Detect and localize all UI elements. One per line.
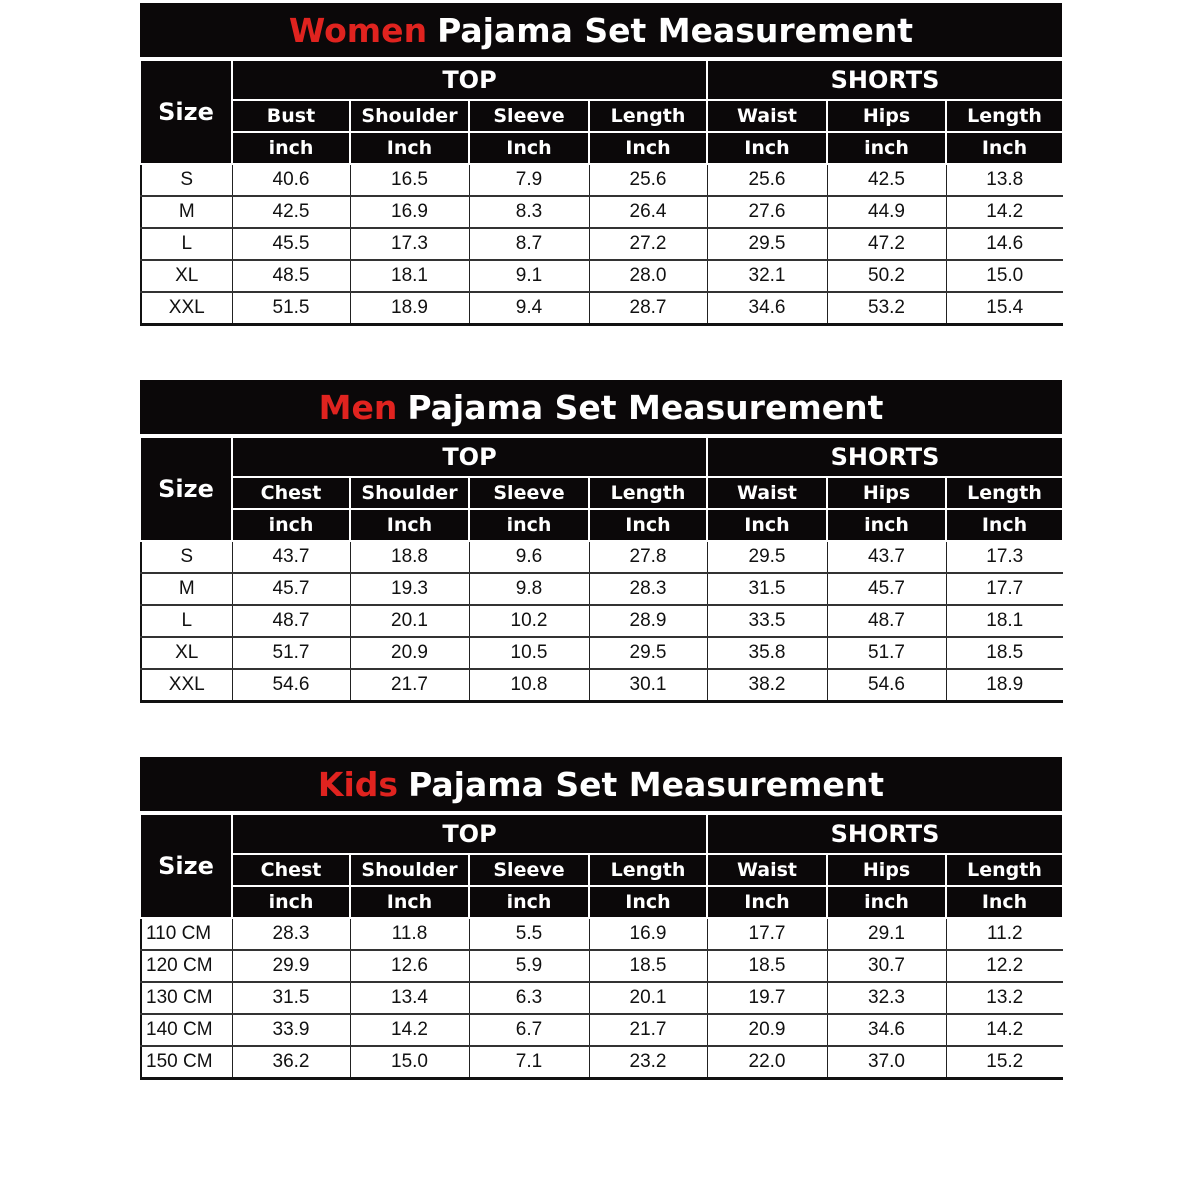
unit-label: Inch <box>707 509 827 541</box>
measurement-cell: 44.9 <box>827 196 946 228</box>
table-row <box>141 637 1063 669</box>
column-header: Length <box>946 100 1063 132</box>
size-cell: 110 CM <box>141 918 232 950</box>
table-row <box>141 605 1063 637</box>
measurement-cell: 28.3 <box>589 573 707 605</box>
column-header: Waist <box>707 854 827 886</box>
unit-row <box>141 886 1063 918</box>
measurement-cell: 25.6 <box>707 164 827 196</box>
unit-label: Inch <box>707 132 827 164</box>
unit-label: inch <box>232 886 350 918</box>
measurement-cell: 35.8 <box>707 637 827 669</box>
measurement-cell: 50.2 <box>827 260 946 292</box>
measurement-cell: 14.6 <box>946 228 1063 260</box>
measurement-cell: 18.5 <box>946 637 1063 669</box>
measurement-cell: 9.6 <box>469 541 589 573</box>
table-row <box>141 541 1063 573</box>
measurement-cell: 9.1 <box>469 260 589 292</box>
measurement-cell: 15.4 <box>946 292 1063 325</box>
measurement-cell: 18.8 <box>350 541 469 573</box>
measurement-cell: 29.5 <box>707 228 827 260</box>
size-cell: L <box>141 605 232 637</box>
table-row <box>141 196 1063 228</box>
men-size-chart <box>140 380 1062 703</box>
unit-row <box>141 509 1063 541</box>
measurement-cell: 16.9 <box>589 918 707 950</box>
size-cell: S <box>141 164 232 196</box>
column-header-row <box>141 854 1063 886</box>
table-row <box>141 1014 1063 1046</box>
unit-label: Inch <box>589 132 707 164</box>
measurement-cell: 18.9 <box>946 669 1063 702</box>
measurement-cell: 31.5 <box>232 982 350 1014</box>
measurement-cell: 28.3 <box>232 918 350 950</box>
measurement-cell: 29.1 <box>827 918 946 950</box>
measurement-cell: 17.7 <box>946 573 1063 605</box>
unit-label: inch <box>232 509 350 541</box>
measurement-cell: 12.6 <box>350 950 469 982</box>
measurement-cell: 53.2 <box>827 292 946 325</box>
measurement-cell: 10.5 <box>469 637 589 669</box>
measurement-cell: 9.8 <box>469 573 589 605</box>
measurement-cell: 29.5 <box>707 541 827 573</box>
measurement-table <box>140 813 1064 1080</box>
measurement-cell: 27.2 <box>589 228 707 260</box>
measurement-cell: 45.5 <box>232 228 350 260</box>
measurement-cell: 36.2 <box>232 1046 350 1079</box>
size-cell: 150 CM <box>141 1046 232 1079</box>
unit-label: Inch <box>707 886 827 918</box>
measurement-cell: 14.2 <box>350 1014 469 1046</box>
table-row <box>141 669 1063 702</box>
measurement-cell: 11.2 <box>946 918 1063 950</box>
table-row <box>141 260 1063 292</box>
measurement-cell: 27.6 <box>707 196 827 228</box>
measurement-cell: 29.5 <box>589 637 707 669</box>
column-header: Waist <box>707 100 827 132</box>
size-cell: XL <box>141 260 232 292</box>
column-header: Length <box>946 477 1063 509</box>
measurement-cell: 14.2 <box>946 196 1063 228</box>
measurement-cell: 19.7 <box>707 982 827 1014</box>
measurement-cell: 18.9 <box>350 292 469 325</box>
measurement-cell: 42.5 <box>232 196 350 228</box>
title-text: Pajama Set Measurement <box>437 10 914 50</box>
measurement-cell: 5.5 <box>469 918 589 950</box>
unit-label: inch <box>469 886 589 918</box>
size-cell: XXL <box>141 292 232 325</box>
measurement-cell: 20.1 <box>350 605 469 637</box>
table-row <box>141 918 1063 950</box>
size-cell: 130 CM <box>141 982 232 1014</box>
measurement-cell: 28.7 <box>589 292 707 325</box>
size-header: Size <box>141 814 232 918</box>
size-cell: 120 CM <box>141 950 232 982</box>
measurement-cell: 48.7 <box>232 605 350 637</box>
column-header: Shoulder <box>350 100 469 132</box>
measurement-cell: 7.9 <box>469 164 589 196</box>
unit-label: Inch <box>946 132 1063 164</box>
table-row <box>141 228 1063 260</box>
kids-size-chart <box>140 757 1062 1080</box>
size-header: Size <box>141 437 232 541</box>
group-header-row <box>141 60 1063 100</box>
measurement-cell: 21.7 <box>350 669 469 702</box>
measurement-cell: 7.1 <box>469 1046 589 1079</box>
chart-title <box>140 380 1062 436</box>
measurement-cell: 18.1 <box>946 605 1063 637</box>
measurement-cell: 28.9 <box>589 605 707 637</box>
measurement-cell: 45.7 <box>232 573 350 605</box>
table-row <box>141 164 1063 196</box>
measurement-cell: 21.7 <box>589 1014 707 1046</box>
column-header: Shoulder <box>350 477 469 509</box>
unit-label: Inch <box>589 886 707 918</box>
measurement-cell: 14.2 <box>946 1014 1063 1046</box>
unit-label: Inch <box>469 132 589 164</box>
measurement-cell: 38.2 <box>707 669 827 702</box>
measurement-cell: 42.5 <box>827 164 946 196</box>
column-header: Shoulder <box>350 854 469 886</box>
women-size-chart <box>140 3 1062 326</box>
measurement-cell: 43.7 <box>827 541 946 573</box>
column-header: Hips <box>827 100 946 132</box>
column-header: Sleeve <box>469 854 589 886</box>
table-row <box>141 573 1063 605</box>
column-header: Length <box>589 854 707 886</box>
measurement-cell: 51.7 <box>232 637 350 669</box>
table-row <box>141 292 1063 325</box>
title-text: Pajama Set Measurement <box>407 387 884 427</box>
measurement-cell: 15.2 <box>946 1046 1063 1079</box>
size-cell: XXL <box>141 669 232 702</box>
measurement-cell: 43.7 <box>232 541 350 573</box>
unit-label: Inch <box>350 886 469 918</box>
measurement-cell: 16.5 <box>350 164 469 196</box>
unit-label: Inch <box>350 509 469 541</box>
size-cell: 140 CM <box>141 1014 232 1046</box>
measurement-cell: 51.5 <box>232 292 350 325</box>
table-row <box>141 950 1063 982</box>
title-accent: Kids <box>317 764 399 804</box>
unit-label: inch <box>469 509 589 541</box>
measurement-cell: 18.1 <box>350 260 469 292</box>
measurement-cell: 6.7 <box>469 1014 589 1046</box>
unit-label: inch <box>827 509 946 541</box>
unit-label: Inch <box>946 509 1063 541</box>
unit-row <box>141 132 1063 164</box>
measurement-cell: 20.1 <box>589 982 707 1014</box>
size-cell: XL <box>141 637 232 669</box>
measurement-cell: 37.0 <box>827 1046 946 1079</box>
measurement-cell: 15.0 <box>946 260 1063 292</box>
measurement-cell: 33.5 <box>707 605 827 637</box>
table-row <box>141 1046 1063 1079</box>
measurement-cell: 12.2 <box>946 950 1063 982</box>
measurement-cell: 34.6 <box>827 1014 946 1046</box>
measurement-cell: 47.2 <box>827 228 946 260</box>
measurement-cell: 10.8 <box>469 669 589 702</box>
column-header: Sleeve <box>469 477 589 509</box>
measurement-table <box>140 59 1064 326</box>
shorts-group-header: SHORTS <box>707 814 1063 854</box>
measurement-cell: 16.9 <box>350 196 469 228</box>
column-header: Chest <box>232 854 350 886</box>
measurement-cell: 18.5 <box>589 950 707 982</box>
column-header: Chest <box>232 477 350 509</box>
measurement-cell: 13.8 <box>946 164 1063 196</box>
group-header-row <box>141 437 1063 477</box>
column-header: Waist <box>707 477 827 509</box>
group-header-row <box>141 814 1063 854</box>
measurement-cell: 20.9 <box>707 1014 827 1046</box>
measurement-cell: 15.0 <box>350 1046 469 1079</box>
unit-label: Inch <box>350 132 469 164</box>
measurement-cell: 29.9 <box>232 950 350 982</box>
measurement-cell: 17.7 <box>707 918 827 950</box>
size-header: Size <box>141 60 232 164</box>
title-text: Pajama Set Measurement <box>408 764 885 804</box>
measurement-cell: 54.6 <box>827 669 946 702</box>
title-accent: Women <box>288 10 428 50</box>
size-cell: M <box>141 196 232 228</box>
column-header: Length <box>589 100 707 132</box>
measurement-cell: 17.3 <box>946 541 1063 573</box>
measurement-table <box>140 436 1064 703</box>
measurement-cell: 5.9 <box>469 950 589 982</box>
top-group-header: TOP <box>232 60 707 100</box>
measurement-cell: 11.8 <box>350 918 469 950</box>
measurement-cell: 13.2 <box>946 982 1063 1014</box>
measurement-cell: 10.2 <box>469 605 589 637</box>
shorts-group-header: SHORTS <box>707 437 1063 477</box>
measurement-cell: 40.6 <box>232 164 350 196</box>
column-header: Hips <box>827 854 946 886</box>
measurement-cell: 8.7 <box>469 228 589 260</box>
top-group-header: TOP <box>232 814 707 854</box>
unit-label: Inch <box>946 886 1063 918</box>
measurement-cell: 26.4 <box>589 196 707 228</box>
measurement-cell: 25.6 <box>589 164 707 196</box>
measurement-cell: 48.5 <box>232 260 350 292</box>
measurement-cell: 54.6 <box>232 669 350 702</box>
column-header: Hips <box>827 477 946 509</box>
unit-label: inch <box>232 132 350 164</box>
chart-title <box>140 757 1062 813</box>
unit-label: Inch <box>589 509 707 541</box>
measurement-cell: 17.3 <box>350 228 469 260</box>
measurement-cell: 45.7 <box>827 573 946 605</box>
measurement-cell: 6.3 <box>469 982 589 1014</box>
column-header-row <box>141 100 1063 132</box>
measurement-cell: 32.1 <box>707 260 827 292</box>
unit-label: inch <box>827 886 946 918</box>
unit-label: inch <box>827 132 946 164</box>
measurement-cell: 51.7 <box>827 637 946 669</box>
measurement-cell: 22.0 <box>707 1046 827 1079</box>
measurement-cell: 48.7 <box>827 605 946 637</box>
shorts-group-header: SHORTS <box>707 60 1063 100</box>
measurement-cell: 20.9 <box>350 637 469 669</box>
size-cell: S <box>141 541 232 573</box>
measurement-cell: 34.6 <box>707 292 827 325</box>
measurement-cell: 28.0 <box>589 260 707 292</box>
column-header-row <box>141 477 1063 509</box>
top-group-header: TOP <box>232 437 707 477</box>
measurement-cell: 18.5 <box>707 950 827 982</box>
measurement-cell: 30.1 <box>589 669 707 702</box>
measurement-cell: 30.7 <box>827 950 946 982</box>
size-cell: M <box>141 573 232 605</box>
measurement-cell: 8.3 <box>469 196 589 228</box>
size-cell: L <box>141 228 232 260</box>
measurement-cell: 13.4 <box>350 982 469 1014</box>
measurement-cell: 19.3 <box>350 573 469 605</box>
title-accent: Men <box>318 387 398 427</box>
measurement-cell: 23.2 <box>589 1046 707 1079</box>
measurement-cell: 9.4 <box>469 292 589 325</box>
column-header: Sleeve <box>469 100 589 132</box>
measurement-cell: 27.8 <box>589 541 707 573</box>
measurement-cell: 31.5 <box>707 573 827 605</box>
column-header: Bust <box>232 100 350 132</box>
column-header: Length <box>589 477 707 509</box>
measurement-cell: 33.9 <box>232 1014 350 1046</box>
column-header: Length <box>946 854 1063 886</box>
table-row <box>141 982 1063 1014</box>
measurement-cell: 32.3 <box>827 982 946 1014</box>
chart-title <box>140 3 1062 59</box>
